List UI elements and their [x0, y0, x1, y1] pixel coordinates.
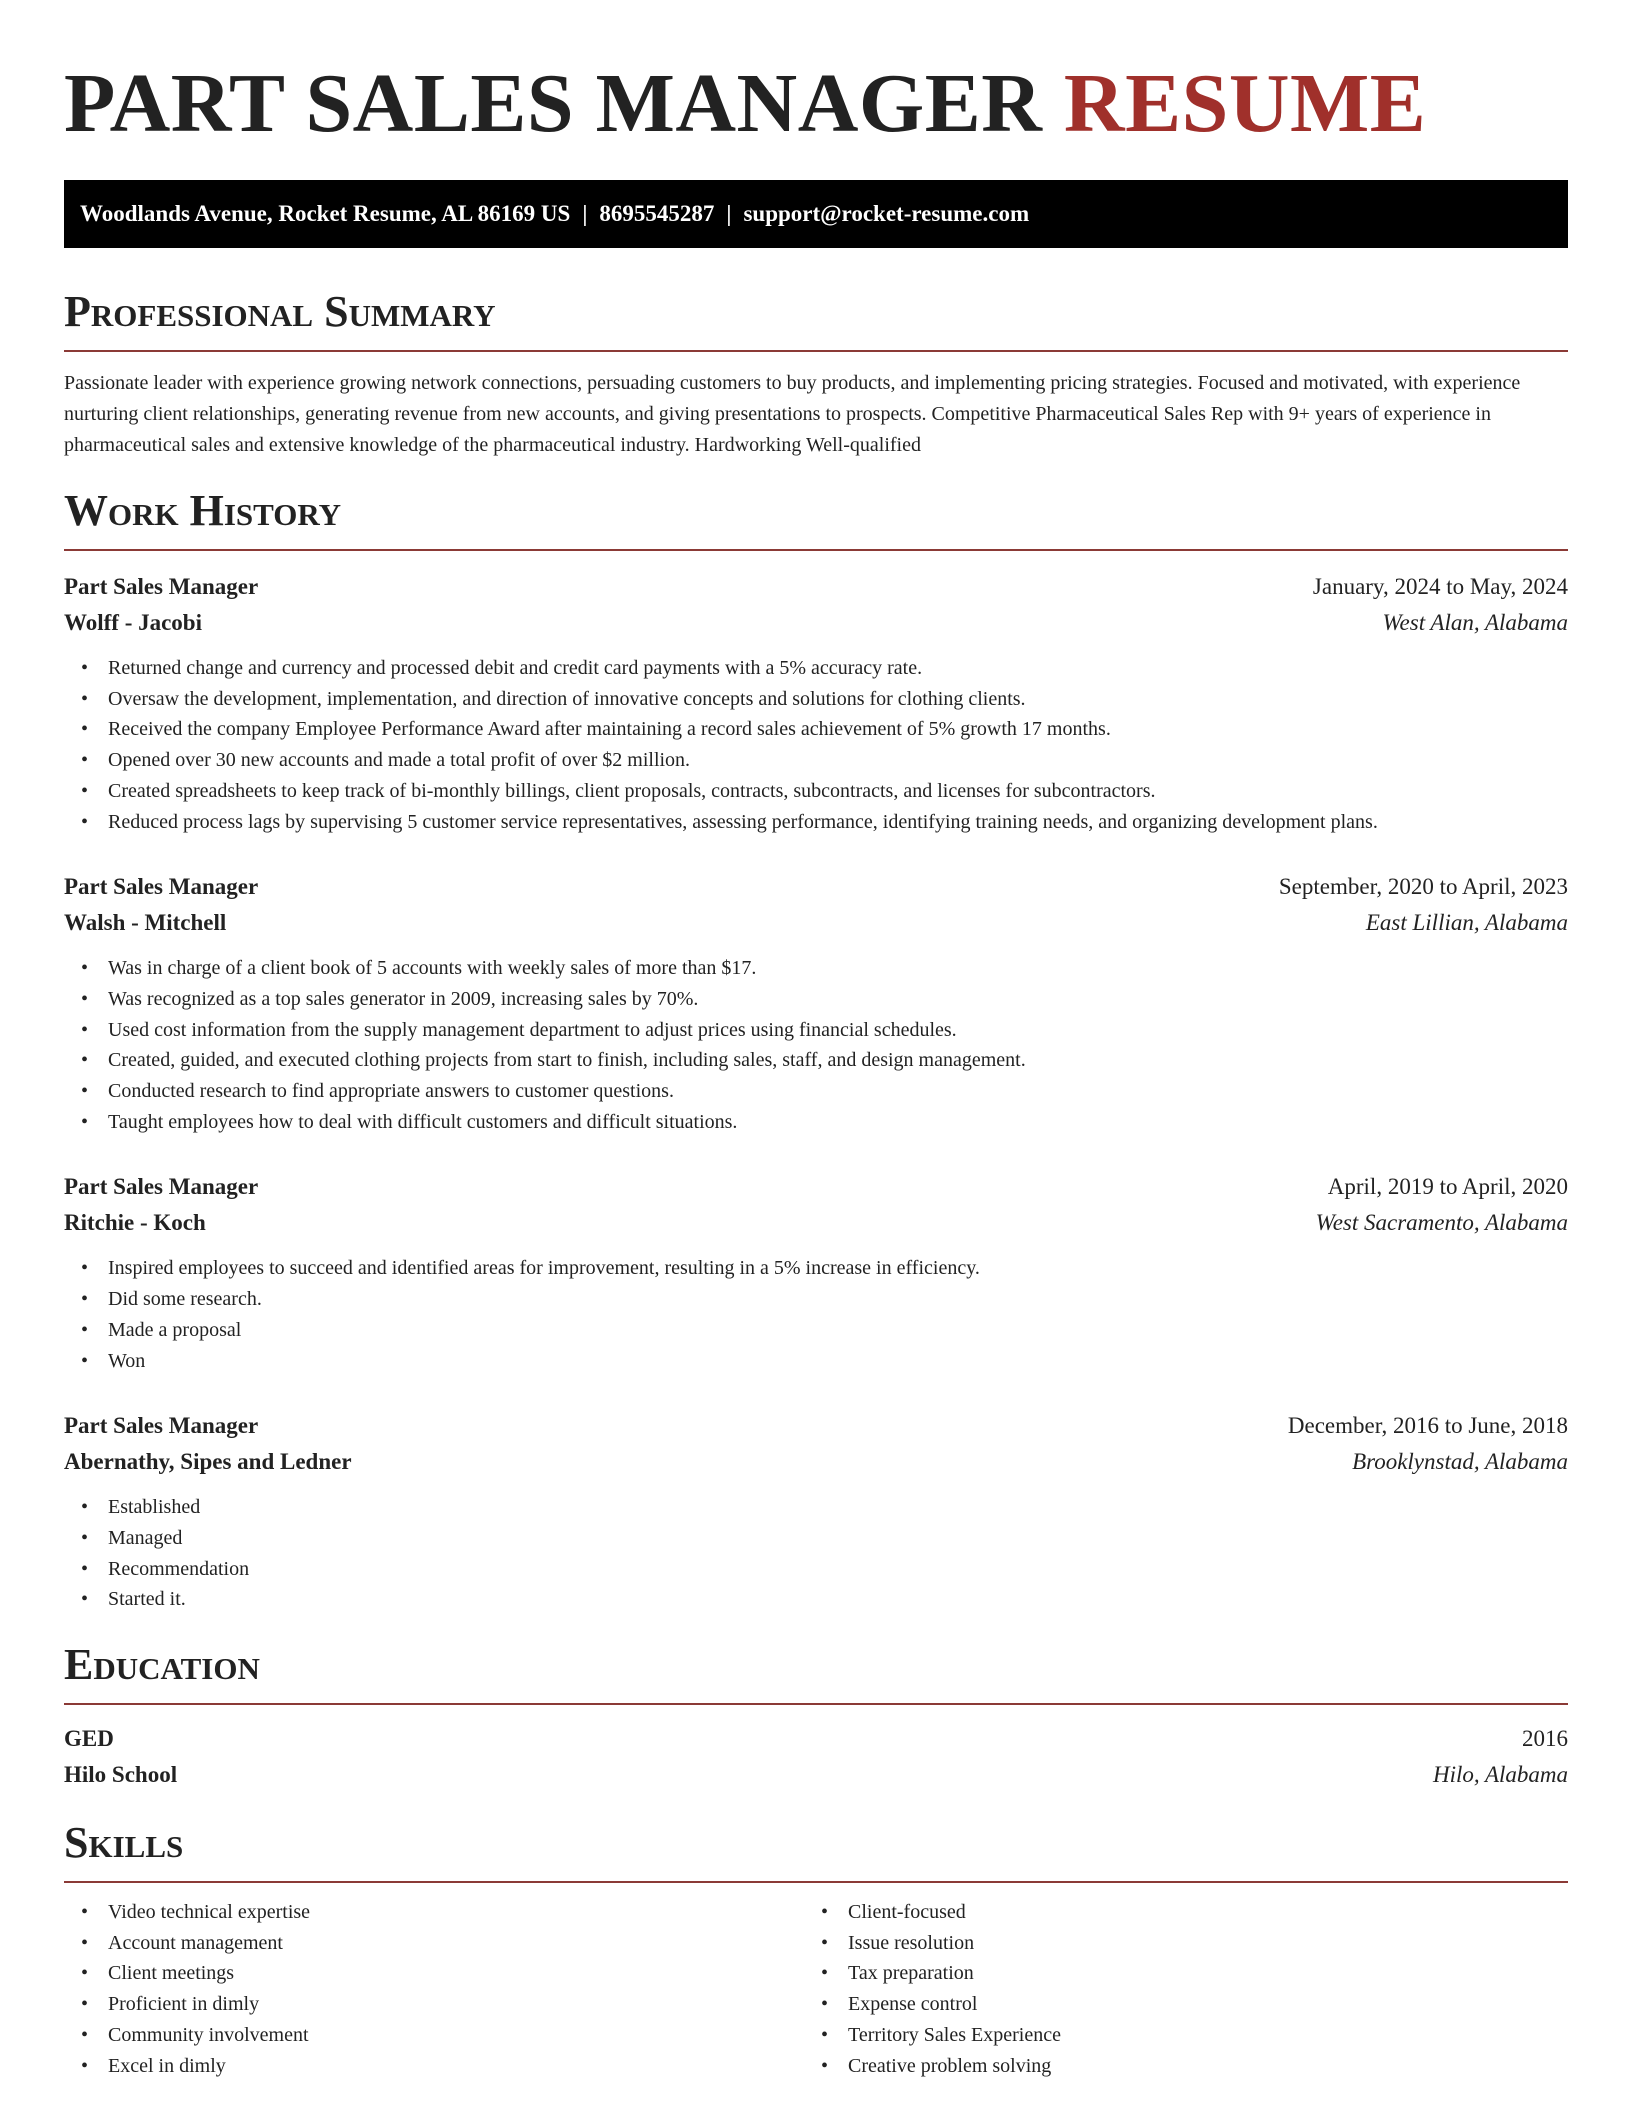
job-company-row [64, 905, 1568, 941]
job-bullets [64, 953, 1568, 1137]
contact-separator: | [582, 201, 588, 226]
skill-item: • Excel in dimly [64, 2051, 804, 2082]
skills-column-left [64, 1897, 804, 2081]
skill-item: • Expense control [804, 1989, 1544, 2020]
section-title-education: Education [64, 1640, 260, 1690]
job-entry [64, 1408, 1568, 1615]
job-company: Abernathy, Sipes and Ledner [64, 1449, 352, 1475]
job-bullet: • Was in charge of a client book of 5 accounts with weekly sales of more than $17. [64, 953, 1568, 984]
title-main: PART SALES MANAGER [64, 57, 1043, 150]
job-header-row [64, 869, 1568, 905]
education-header-row [64, 1721, 1568, 1757]
job-role: Part Sales Manager [64, 1174, 259, 1200]
education-entry [64, 1721, 1568, 1793]
job-bullet: • Was recognized as a top sales generator in 2009, increasing sales by 70%. [64, 984, 1568, 1015]
job-dates: September, 2020 to April, 2023 [1278, 874, 1568, 900]
education-school-row [64, 1757, 1568, 1793]
job-company: Ritchie - Koch [64, 1210, 206, 1236]
job-company: Wolff - Jacobi [64, 610, 202, 635]
job-bullet: • Made a proposal [64, 1315, 1568, 1346]
job-role: Part Sales Manager [64, 874, 259, 900]
job-bullet: • Recommendation [64, 1554, 1568, 1585]
section-title-summary: Professional Summary [64, 287, 496, 336]
section-divider [64, 1703, 1568, 1705]
skill-item: • Territory Sales Experience [804, 2020, 1544, 2051]
skills-list [804, 1897, 1544, 2081]
job-bullet: • Taught employees how to deal with difficult customers and difficult situations. [64, 1107, 1568, 1138]
skill-item: • Client meetings [64, 1958, 804, 1989]
job-company-row [64, 605, 1568, 641]
contact-separator: | [726, 201, 732, 226]
section-title-work-history: Work History [64, 486, 342, 535]
job-bullet: • Created spreadsheets to keep track of bi-monthly billings, client proposals, contracts, subcontracts, and licenses for subcontractors. [64, 776, 1568, 807]
job-bullets [64, 1253, 1568, 1376]
job-bullet: • Reduced process lags by supervising 5 customer service representatives, assessing performance, identifying training needs, and organizing development plans. [64, 807, 1568, 838]
skill-item: • Client-focused [804, 1897, 1544, 1928]
skill-item: • Tax preparation [804, 1958, 1544, 1989]
job-location: Brooklynstad, Alabama [1352, 1449, 1568, 1475]
job-entry [64, 869, 1568, 1137]
skill-item: • Community involvement [64, 2020, 804, 2051]
job-bullet: • Did some research. [64, 1284, 1568, 1315]
skills-grid [64, 1897, 1568, 2081]
skill-item: • Account management [64, 1928, 804, 1959]
education-school: Hilo School [64, 1762, 178, 1788]
job-company: Walsh - Mitchell [64, 910, 227, 936]
job-bullet: • Received the company Employee Performance Award after maintaining a record sales achievement of 5% growth 17 months. [64, 714, 1568, 745]
contact-email: support@rocket-resume.com [743, 201, 1030, 226]
summary-text: Passionate leader with experience growing network connections, persuading customers to buy products, and implementing pricing strategies. Focused and motivated, with experience nurturing client relationships, generating revenue from new accounts, and giving presentations to prospects. Competitive Pharmaceutical Sales Rep with 9+ years of experience in pharmaceutical sales and extensive knowledge of the pharmaceutical industry. Hardworking Well-qualified [64, 372, 1521, 456]
section-divider [64, 1881, 1568, 1883]
skills-column-right [804, 1897, 1544, 2081]
job-bullets [64, 1492, 1568, 1615]
job-bullet: • Created, guided, and executed clothing projects from start to finish, including sales, staff, and design management. [64, 1045, 1568, 1076]
job-dates: January, 2024 to May, 2024 [1312, 574, 1568, 599]
job-dates: December, 2016 to June, 2018 [1287, 1413, 1568, 1439]
job-bullet: • Established [64, 1492, 1568, 1523]
job-bullets [64, 653, 1568, 837]
section-title-skills: Skills [64, 1818, 184, 1868]
skill-item: • Issue resolution [804, 1928, 1544, 1959]
job-dates: April, 2019 to April, 2020 [1327, 1174, 1568, 1200]
job-header-row [64, 1408, 1568, 1444]
education-location: Hilo, Alabama [1432, 1762, 1568, 1788]
resume-page [64, 0, 1568, 2081]
job-bullet: • Conducted research to find appropriate answers to customer questions. [64, 1076, 1568, 1107]
summary-section [64, 286, 1568, 461]
job-bullet: • Won [64, 1346, 1568, 1377]
job-header-row [64, 569, 1568, 605]
contact-phone: 8695545287 [599, 201, 715, 226]
section-divider [64, 549, 1568, 551]
work-history-section [64, 485, 1568, 1615]
job-bullet: • Managed [64, 1523, 1568, 1554]
education-degree: GED [64, 1726, 114, 1752]
job-bullet: • Opened over 30 new accounts and made a total profit of over $2 million. [64, 745, 1568, 776]
job-bullet: • Used cost information from the supply management department to adjust prices using financial schedules. [64, 1015, 1568, 1046]
contact-bar [64, 180, 1568, 248]
job-bullet: • Started it. [64, 1584, 1568, 1615]
skill-item: • Proficient in dimly [64, 1989, 804, 2020]
job-header-row [64, 1169, 1568, 1205]
job-location: West Sacramento, Alabama [1315, 1210, 1568, 1236]
page-title [64, 0, 1568, 152]
job-location: East Lillian, Alabama [1365, 910, 1568, 936]
job-entry [64, 1169, 1568, 1376]
job-bullet: • Inspired employees to succeed and identified areas for improvement, resulting in a 5% increase in efficiency. [64, 1253, 1568, 1284]
job-bullet: • Oversaw the development, implementation, and direction of innovative concepts and solutions for clothing clients. [64, 684, 1568, 715]
skills-section [64, 1817, 1568, 2081]
section-divider [64, 350, 1568, 352]
job-location: West Alan, Alabama [1382, 610, 1568, 635]
job-bullet: • Returned change and currency and processed debit and credit card payments with a 5% accuracy rate. [64, 653, 1568, 684]
skills-list [64, 1897, 804, 2081]
title-accent: RESUME [1063, 57, 1427, 150]
job-role: Part Sales Manager [64, 574, 259, 599]
education-section [64, 1639, 1568, 1793]
education-year: 2016 [1522, 1726, 1568, 1752]
job-entry [64, 569, 1568, 837]
skill-item: • Video technical expertise [64, 1897, 804, 1928]
job-company-row [64, 1444, 1568, 1480]
job-role: Part Sales Manager [64, 1413, 259, 1439]
job-company-row [64, 1205, 1568, 1241]
skill-item: • Creative problem solving [804, 2051, 1544, 2082]
contact-address: Woodlands Avenue, Rocket Resume, AL 86169 US [80, 201, 571, 226]
